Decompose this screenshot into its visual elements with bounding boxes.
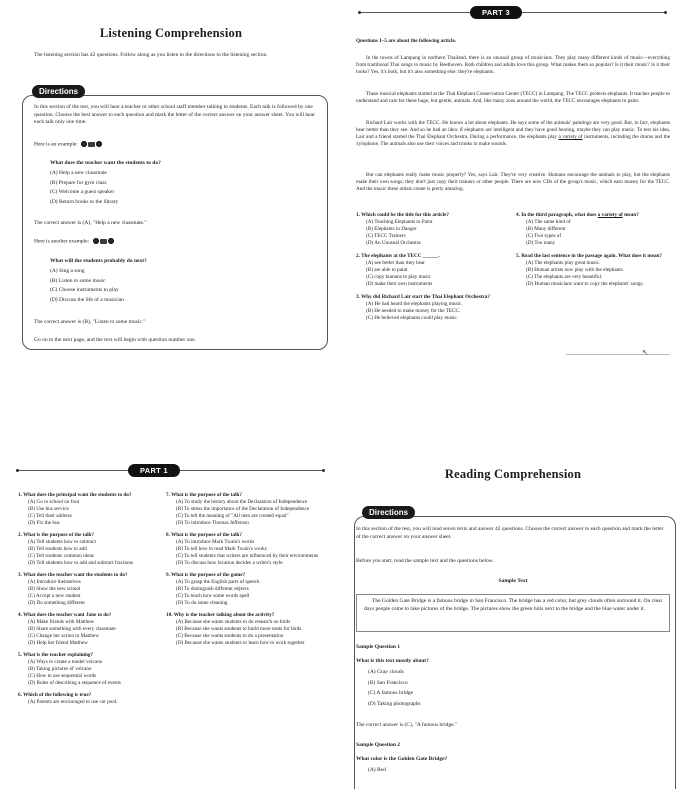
option: (B) He needed to make money for the TECC. [366, 308, 461, 315]
paragraph-text: Richard Lair works with the TECC. He knows a lot about elephants. He says some of the animals' paintings are very good. But, in fact, elephants hear better than they see. And so he had an idea: if elephants are intelligent and they have good hearing, maybe they can play music. To test his idea, Lair and a friend started the Thai Elephant Orchestra. During a performance, the elephants play [356, 120, 670, 141]
question-number: 6. [18, 692, 22, 699]
option: (D) Do something different [28, 600, 85, 607]
option: (A) To study the history about the Declaration of Independence [176, 499, 308, 506]
part1-right-column [166, 492, 326, 647]
before-text: Before you start, read the sample text and the questions below. [356, 558, 494, 564]
question-number: 3. [356, 294, 360, 301]
question-number: 2. [18, 532, 22, 539]
question-3 [356, 294, 506, 322]
example2-label: Here is another example: [34, 238, 90, 245]
option: (B) Elephants in Danger [366, 226, 417, 233]
question-stem: What is the teacher explaining? [23, 652, 94, 659]
option: (A) Teaching Elephants to Paint [366, 219, 433, 226]
option: (D) Rules of describing a sequence of events [28, 680, 121, 687]
question-stem: What is the purpose of the talk? [171, 492, 242, 498]
sample-question-1-label: Sample Question 1 [356, 644, 401, 650]
question-1 [356, 212, 506, 247]
part1-page [0, 395, 342, 789]
question-stem: In the third paragraph, what does [521, 212, 598, 218]
question-stem: What does the teacher want the students to do? [23, 572, 128, 579]
option: (C) How to use sequential words [28, 673, 97, 680]
option: (A) Ways to create a model volcano [28, 659, 103, 666]
option: (B) Share something with every classmate [28, 626, 116, 633]
question-number: 3. [18, 572, 22, 579]
option: (A) Tell students how to subtract [28, 539, 96, 546]
directions-badge: Directions [362, 506, 415, 519]
option: (C) To tell students that writers are influenced by their environments [176, 553, 319, 560]
option: (D) Discuss the life of a musician [50, 297, 124, 304]
option: (C) A famous bridge [368, 690, 414, 697]
option: (C) Because she wants students to do a presentation [176, 633, 284, 640]
question-stem: What is the purpose of the talk? [171, 532, 242, 539]
question-4 [516, 212, 672, 247]
reading-page [342, 395, 684, 789]
listening-intro: The listening section has 42 questions. Follow along as you listen to the directions to the listening section. [34, 52, 268, 58]
question-3 [18, 572, 160, 607]
reading-title: Reading Comprehension [444, 467, 582, 481]
listening-title: Listening Comprehension [99, 26, 243, 40]
option: (A) To introduce Mark Twain's works [176, 539, 255, 546]
question-number: 5. [516, 253, 520, 260]
option: (C) To tell the meaning of "All men are created equal" [176, 513, 289, 520]
example2-question: What will the students probably do next? [50, 258, 147, 264]
option: (C) Welcome a guest speaker [50, 189, 115, 196]
option: (C) To teach how some words spell [176, 593, 250, 600]
option: (D) Help her friend Matthew [28, 640, 88, 647]
part3-badge: PART 3 [470, 6, 522, 19]
example2-options [50, 268, 290, 305]
option: (D) Too many [526, 240, 556, 247]
article-paragraph: In the towns of Lampang in northern Thailand, there is an unusual group of musicians. They play many different kinds of music—everything from traditional Thai songs to music by Beethoven. Both children and adults love this group. What makes them so popular? Is it their music? Is it their looks? Yes, it's both, but it's also something else: they're elephants. [356, 55, 670, 76]
option: (A) Because she wants students to do research on birds [176, 619, 291, 626]
sample-text-label: Sample Text [498, 578, 528, 584]
question-number: 2. [356, 253, 360, 260]
option: (B) To stress the importance of the Declaration of Independence [176, 506, 310, 513]
option: (A) Parents are encouraged to use car pool. [28, 699, 118, 706]
question-stem: Which could be the title for this article? [361, 212, 450, 218]
option: (B) Tell students how to add [28, 546, 87, 553]
option: (A) see better than they hear [366, 260, 425, 267]
question-number: 8. [166, 532, 170, 539]
part3-page [342, 0, 684, 395]
question-stem: mean? [622, 212, 639, 218]
footer-rule [566, 354, 670, 355]
sample-question-1-stem: What is this text mostly about? [356, 658, 429, 664]
question-stem: What is the purpose of the game? [171, 572, 246, 579]
option: (B) To distinguish different objects [176, 586, 249, 593]
paragraph-text: instruments, including the drums and the xylophone. The animals also use their voices and trunks to make sounds. [356, 134, 671, 148]
question-4 [18, 612, 160, 647]
option: (D) Tell students how to add and subtract fractions [28, 560, 133, 567]
question-9 [166, 572, 326, 607]
rule-dot [358, 11, 361, 14]
question-number: 9. [166, 572, 170, 579]
question-1 [18, 492, 160, 527]
option: (C) The elephants are very beautiful. [526, 274, 603, 281]
part1-badge: PART 1 [128, 464, 180, 477]
sample-question-2-stem: What color is the Golden Gate Bridge? [356, 756, 448, 762]
question-5 [516, 253, 672, 288]
article-paragraph: These musical elephants started at the Thai Elephant Conservation Center (TECC) in Lampang. The TECC protects elephants. It teaches people to understand and care for these huge, but gentle, animals. And, like many zoos around the world, the TECC encourages elephants to paint. [356, 91, 670, 105]
question-7 [166, 492, 326, 527]
option: (A) Red [368, 767, 386, 773]
sample-question-1-answer: The correct answer is (C), "A famous bridge." [356, 722, 458, 728]
example1-row [34, 141, 102, 149]
question-number: 1. [356, 212, 360, 218]
question-stem: What is the purpose of the talk? [23, 532, 94, 539]
option: (C) Tell their address [28, 513, 72, 520]
option: (A) Gray clouds [368, 669, 404, 675]
option: (A) Sing a song [50, 268, 85, 274]
example1-options [50, 170, 290, 207]
option: (B) Use bus service [28, 506, 69, 513]
option: (D) Because she wants students to learn how to work together [176, 640, 305, 647]
option: (A) Go to school on foot [28, 499, 80, 506]
option: (B) Because she wants students to build more nests for birds [176, 626, 302, 633]
rule-dot [322, 469, 325, 472]
example1-answer: The correct answer is (A), "Help a new classmate." [34, 220, 147, 226]
option: (C) Accept a new student [28, 593, 81, 600]
question-2 [356, 253, 506, 288]
option: (B) To tell how to read Mark Twain's works [176, 546, 267, 553]
cd-icon [93, 238, 114, 244]
example2-answer: The correct answer is (B), "Listen to some music." [34, 319, 146, 325]
option: (D) Human musicians want to copy the elephants' songs. [526, 281, 644, 288]
option: (B) Many different [526, 226, 566, 233]
option: (D) make their own instruments [366, 281, 433, 288]
option: (C) TECC Trainers [366, 233, 406, 240]
option: (C) Choose instruments to play [50, 287, 119, 294]
closing-text: Go on to the next page, and the text will begin with question number one. [34, 337, 196, 343]
option: (A) To grasp the English parts of speech [176, 579, 260, 586]
question-number: 4. [516, 212, 520, 218]
question-5 [18, 652, 160, 687]
option: (B) San Francisco [368, 679, 408, 686]
sample-question-2-options [368, 767, 386, 775]
option: (D) An Unusual Orchestra [366, 240, 421, 247]
example1-question: What does the teacher want the students to do? [50, 160, 161, 166]
directions-text: In this section of the test, you will read seven texts and answer 42 questions. Choose the correct answer to each question and mark the letter of the correct answer on your answer sheet. [356, 526, 664, 540]
questions-right-column [516, 212, 672, 288]
example1-label: Here is an example: [34, 141, 78, 148]
option: (C) copy humans to play music [366, 274, 431, 281]
directions-text: In this section of the test, you will hear a teacher or other school staff member talking to students. Each talk is followed by one question. Choose the best answer to each question and mark the letter of the correct answer on your answer sheet. You will hear each talk only one time. [34, 104, 315, 126]
underlined-phrase: a variety of [558, 134, 583, 141]
question-number: 1. [18, 492, 22, 498]
question-number: 10. [166, 612, 173, 619]
option: (B) Human artists now play with the elephants. [526, 267, 624, 274]
part1-left-column [18, 492, 160, 706]
option: (D) Fix the bus [28, 520, 60, 527]
option: (D) To discuss how location decides a writer's style [176, 560, 283, 567]
option: (B) Taking pictures of volcano [28, 666, 92, 673]
option: (C) He believed elephants could play music. [366, 315, 459, 322]
sample-text: The Golden Gate Bridge is a famous bridge in San Francisco. The bridge has a red color, but grey clouds often surround it. On clear days people come to take pictures of the bridge. The pictures show the green hills next to the bridge and the blue water under it. [364, 598, 663, 612]
option: (A) Help a new classmate [50, 170, 107, 176]
option: (B) Show the new school [28, 586, 81, 593]
option: (D) To do some cleaning [176, 600, 228, 607]
option: (D) To introduce Thomas Jefferson [176, 520, 249, 527]
question-stem: Why did Richard Lair start the Thai Elephant Orchestra? [361, 294, 490, 301]
article-paragraph [356, 120, 670, 148]
question-number: 7. [166, 492, 170, 498]
example2-row [34, 238, 114, 246]
question-number: 5. [18, 652, 22, 659]
question-stem: Read the last sentence in the passage again. What does it mean? [521, 253, 663, 260]
option: (A) The elephants play great music. [526, 260, 601, 267]
option: (D) Return books to the library [50, 199, 119, 206]
option: (B) are able to paint [366, 267, 408, 274]
option: (C) Tell students common ideas [28, 553, 94, 560]
option: (C) Change her action to Matthew [28, 633, 100, 640]
question-10 [166, 612, 326, 647]
question-stem: Why is the teacher talking about the activity? [173, 612, 275, 619]
cursor-icon: ↖ [642, 348, 649, 357]
questions-left-column [356, 212, 506, 322]
directions-badge: Directions [32, 85, 85, 98]
question-2 [18, 532, 160, 567]
rule-dot [664, 11, 667, 14]
listening-page [0, 0, 342, 395]
option: (A) The same kind of [526, 219, 571, 226]
question-stem: What does the teacher want Jane to do? [23, 612, 112, 619]
question-stem: Which of the following is true? [23, 692, 92, 699]
rule-dot [16, 469, 19, 472]
question-number: 4. [18, 612, 22, 619]
question-8 [166, 532, 326, 567]
sample-question-1-options [368, 669, 568, 709]
article-paragraph: But can elephants really make music properly? Yes, says Lair. They're very creative. Humans encourage the animals to play, but the elephants make their own songs; they don't just copy their trainers or other people. There are now CDs of the group's music, which earn money for the TECC. And the music these artists create is pretty amazing. [356, 172, 670, 193]
option: (A) He had heard the elephants playing music. [366, 301, 463, 308]
cd-icon [81, 141, 102, 147]
option: (A) Introduce themselves [28, 579, 81, 586]
question-6 [18, 692, 160, 706]
directions-frame [354, 516, 676, 789]
underlined-phrase: a variety of [597, 212, 623, 218]
option: (B) Listen to some music [50, 277, 106, 284]
question-stem: What does the principal want the students to do? [23, 492, 132, 498]
option: (B) Prepare for gym class [50, 179, 107, 186]
option: (D) Taking photographs [368, 701, 421, 708]
option: (A) Make friends with Matthew [28, 619, 95, 626]
option: (C) Two types of [526, 233, 562, 240]
article-heading: Questions 1–5 are about the following article. [356, 38, 457, 44]
question-stem: The elephants at the TECC ______. [361, 253, 440, 260]
sample-question-2-label: Sample Question 2 [356, 742, 401, 748]
